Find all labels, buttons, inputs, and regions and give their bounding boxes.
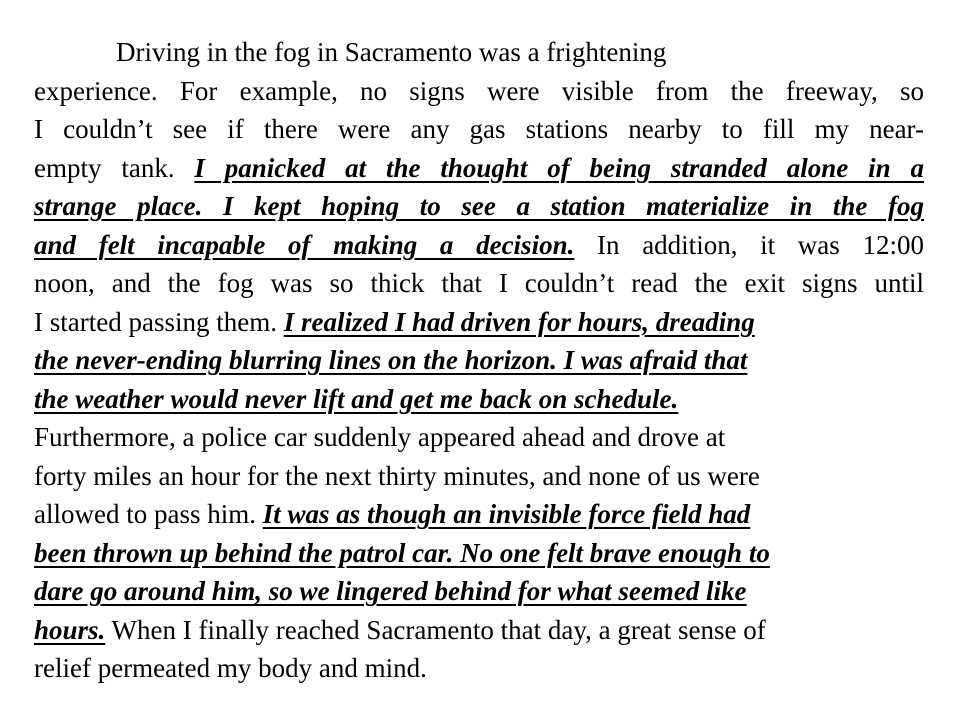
text-line — [34, 110, 924, 149]
emphasized-text: dare go around him, so we lingered behind for what seemed like — [34, 576, 747, 606]
emphasized-text: I panicked at the thought of being stranded alone in a — [194, 152, 924, 183]
text-segment: relief permeated my body and mind. — [34, 653, 427, 683]
text-line — [34, 226, 924, 265]
text-line — [34, 72, 924, 111]
emphasized-text: the never-ending blurring lines on the horizon. I was afraid that — [34, 345, 748, 375]
text-segment: noon, and the fog was so thick that I couldn’t read the exit signs until — [34, 268, 924, 298]
text-line — [34, 457, 924, 496]
text-line — [34, 33, 924, 72]
emphasized-text: the weather would never lift and get me back on schedule. — [34, 383, 679, 414]
text-line — [34, 187, 924, 226]
text-segment: allowed to pass him. — [34, 499, 263, 529]
text-line — [34, 611, 924, 650]
text-line — [34, 303, 924, 342]
text-segment: Driving in the fog in Sacramento was a frightening — [116, 37, 667, 67]
emphasized-text: hours. — [34, 614, 106, 645]
text-line — [34, 264, 924, 303]
text-line — [34, 341, 924, 380]
emphasized-text: and felt incapable of making a decision. — [34, 229, 575, 260]
text-segment: experience. For example, no signs were visible from the freeway, so — [34, 75, 924, 106]
text-segment: I couldn’t see if there were any gas stations nearby to fill my near- — [34, 114, 924, 144]
text-line — [34, 380, 924, 419]
text-segment: When I finally reached Sacramento that day, a great sense of — [105, 614, 766, 645]
text-line — [34, 649, 924, 688]
text-segment: Furthermore, a police car suddenly appeared ahead and drove at — [34, 422, 726, 452]
text-segment: empty tank. — [34, 152, 195, 183]
paragraph — [34, 33, 924, 688]
text-line — [34, 572, 924, 611]
emphasized-text: I realized I had driven for hours, dreading — [283, 306, 755, 337]
emphasized-text: been thrown up behind the patrol car. No one felt brave enough to — [34, 537, 770, 568]
text-segment: I started passing them. — [34, 306, 284, 337]
text-line — [34, 534, 924, 573]
text-line — [34, 495, 924, 534]
text-segment: forty miles an hour for the next thirty minutes, and none of us were — [34, 460, 760, 491]
text-segment: In addition, it was 12:00 — [574, 229, 924, 260]
text-line — [34, 418, 924, 457]
emphasized-text: strange place. I kept hoping to see a station materialize in the fog — [34, 191, 924, 221]
emphasized-text: It was as though an invisible force field had — [262, 499, 751, 529]
text-line — [34, 149, 924, 188]
